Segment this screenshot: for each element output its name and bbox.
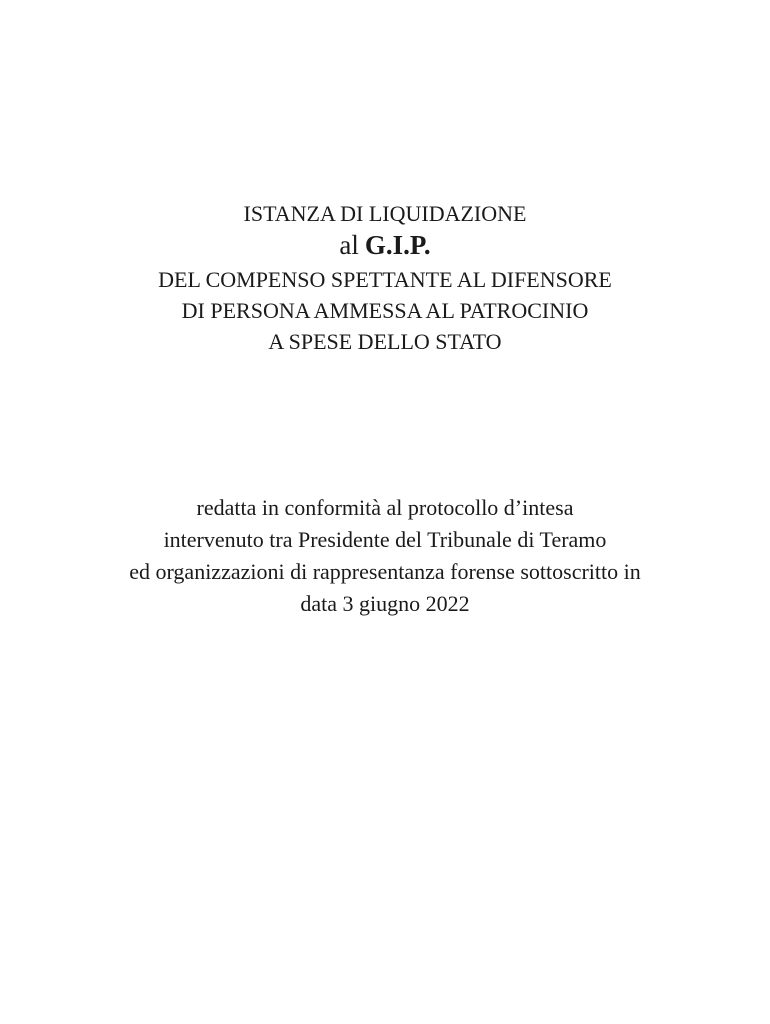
title-line-5: A SPESE DELLO STATO — [268, 329, 502, 354]
protocol-statement — [0, 492, 770, 620]
statement-line-1: redatta in conformità al protocollo d’intesa — [196, 495, 574, 520]
title-line-2-bold: G.I.P. — [364, 230, 431, 260]
document-title — [0, 198, 770, 357]
title-line-4: DI PERSONA AMMESSA AL PATROCINIO — [181, 298, 589, 323]
title-line-3: DEL COMPENSO SPETTANTE AL DIFENSORE — [158, 267, 612, 292]
statement-line-2: intervenuto tra Presidente del Tribunale di Teramo — [163, 527, 607, 552]
title-line-2 — [0, 227, 770, 263]
statement-line-4: data 3 giugno 2022 — [300, 591, 470, 616]
title-line-2-prefix: al — [339, 230, 359, 260]
title-line-1: ISTANZA DI LIQUIDAZIONE — [243, 201, 527, 226]
statement-line-3: ed organizzazioni di rappresentanza forense sottoscritto in — [129, 559, 641, 584]
